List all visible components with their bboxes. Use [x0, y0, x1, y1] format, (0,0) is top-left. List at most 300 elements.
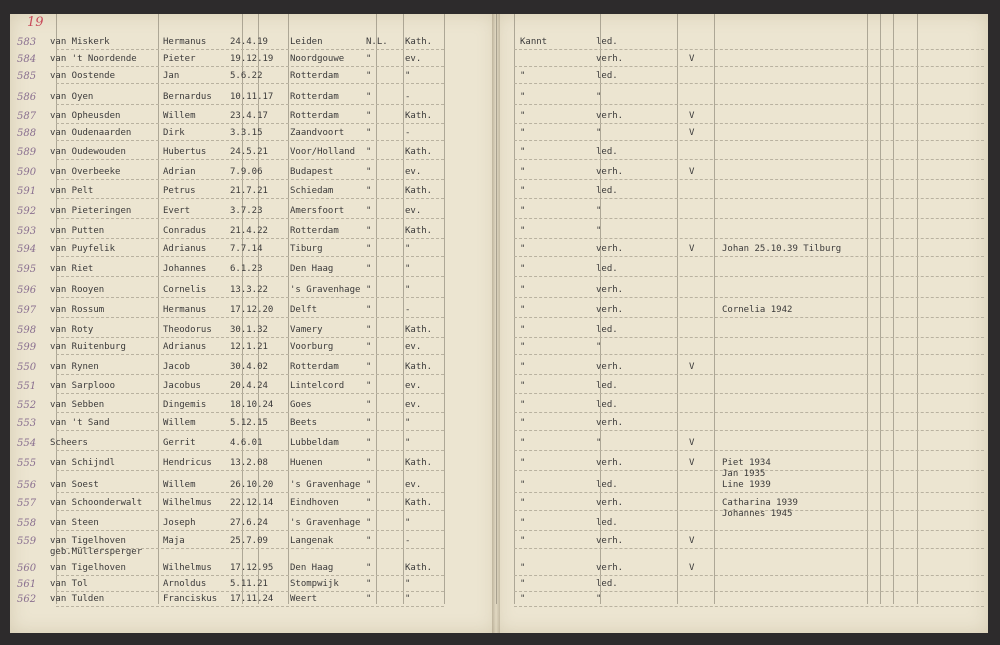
cell-occupation: ": [520, 458, 526, 468]
cell-surname: van Oostende: [50, 71, 116, 81]
cell-religion: ": [405, 579, 411, 589]
cell-occupation: ": [520, 342, 526, 352]
cell-firstname: Jacobus: [163, 381, 201, 391]
row-rule: [56, 159, 444, 160]
cell-num: 594: [17, 244, 37, 255]
row-rule: [514, 430, 984, 431]
cell-occupation: ": [520, 362, 526, 372]
cell-num: 584: [17, 54, 37, 65]
row-rule: [56, 606, 444, 607]
row-rule: [514, 393, 984, 394]
cell-firstname: Hermanus: [163, 305, 207, 315]
cell-surname: van Opheusden: [50, 111, 121, 121]
row-rule: [514, 238, 984, 239]
cell-civil: verh.: [596, 305, 624, 315]
row-rule: [514, 198, 984, 199]
cell-occupation: ": [520, 186, 526, 196]
cell-firstname: Franciskus: [163, 594, 218, 604]
row-rule: [56, 393, 444, 394]
cell-firstname: Willem: [163, 480, 196, 490]
cell-religion: ev.: [405, 400, 422, 410]
cell-nat: ": [366, 71, 372, 81]
row-rule: [514, 66, 984, 67]
row-rule: [514, 104, 984, 105]
cell-birthdate: 24.4.19: [230, 37, 268, 47]
cell-surname: van Soest: [50, 480, 99, 490]
cell-num: 561: [17, 579, 37, 590]
cell-note: Johan 25.10.39 Tilburg: [722, 244, 842, 254]
cell-nat: ": [366, 579, 372, 589]
cell-religion: ev.: [405, 342, 422, 352]
row-rule: [56, 123, 444, 124]
cell-religion: Kath.: [405, 147, 433, 157]
cell-surname: van Oudewouden: [50, 147, 126, 157]
row-rule: [514, 83, 984, 84]
cell-birthdate: 3.7.23: [230, 206, 263, 216]
cell-civil: led.: [596, 480, 618, 490]
row-rule: [514, 374, 984, 375]
cell-civil: verh.: [596, 244, 624, 254]
cell-num: 597: [17, 305, 37, 316]
cell-occupation: ": [520, 167, 526, 177]
cell-nat: ": [366, 400, 372, 410]
cell-place: Goes: [290, 400, 312, 410]
cell-num: 554: [17, 438, 37, 449]
cell-religion: ": [405, 518, 411, 528]
cell-firstname: Adrian: [163, 167, 196, 177]
cell-nat: ": [366, 536, 372, 546]
cell-civil: verh.: [596, 362, 624, 372]
cell-nat: ": [366, 244, 372, 254]
cell-nat: ": [366, 498, 372, 508]
cell-occupation: ": [520, 498, 526, 508]
cell-civil: ": [596, 206, 602, 216]
cell-num: 550: [17, 362, 37, 373]
cell-birthdate: 10.11.17: [230, 92, 274, 102]
row-rule: [514, 256, 984, 257]
row-rule: [514, 159, 984, 160]
cell-place: Rotterdam: [290, 92, 339, 102]
cell-birthdate: 3.3.15: [230, 128, 263, 138]
cell-place: 's Gravenhage: [290, 480, 361, 490]
cell-firstname: Evert: [163, 206, 191, 216]
cell-surname: van 't Sand: [50, 418, 110, 428]
cell-religion: Kath.: [405, 563, 433, 573]
cell-place: Lintelcord: [290, 381, 345, 391]
cell-religion: ": [405, 244, 411, 254]
row-rule: [56, 591, 444, 592]
row-rule: [514, 123, 984, 124]
row-rule: [56, 354, 444, 355]
cell-religion: -: [405, 92, 411, 102]
cell-firstname: Wilhelmus: [163, 563, 212, 573]
row-rule: [56, 430, 444, 431]
cell-birthdate: 19.12.19: [230, 54, 274, 64]
cell-surname: van Pieteringen: [50, 206, 132, 216]
cell-note: Piet 1934 Jan 1935 Line 1939: [722, 458, 771, 490]
cell-birthdate: 25.7.09: [230, 536, 268, 546]
cell-birthdate: 24.5.21: [230, 147, 268, 157]
cell-religion: ": [405, 438, 411, 448]
cell-religion: Kath.: [405, 458, 433, 468]
cell-civil: led.: [596, 518, 618, 528]
cell-occupation: ": [520, 381, 526, 391]
cell-religion: ev.: [405, 206, 422, 216]
cell-firstname: Hendricus: [163, 458, 212, 468]
cell-surname: van Oyen: [50, 92, 94, 102]
cell-surname: van 't Noordende: [50, 54, 137, 64]
cell-nat: ": [366, 54, 372, 64]
cell-firstname: Willem: [163, 418, 196, 428]
cell-occupation: ": [520, 305, 526, 315]
cell-occupation: ": [520, 594, 526, 604]
cell-birthdate: 17.12.95: [230, 563, 274, 573]
cell-surname: van Rossum: [50, 305, 105, 315]
row-rule: [56, 238, 444, 239]
cell-note: Cornelia 1942: [722, 305, 793, 315]
cell-surname: van Roty: [50, 325, 94, 335]
cell-birthdate: 20.4.24: [230, 381, 268, 391]
cell-surname: van Tigelhoven: [50, 563, 126, 573]
cell-civil: ": [596, 594, 602, 604]
cell-num: 585: [17, 71, 37, 82]
row-rule: [56, 104, 444, 105]
cell-occupation: ": [520, 325, 526, 335]
cell-occupation: ": [520, 536, 526, 546]
cell-civil: ": [596, 92, 602, 102]
cell-code: V: [689, 167, 695, 177]
column-rule: [880, 14, 881, 604]
column-rule: [496, 14, 497, 604]
cell-num: 562: [17, 594, 37, 605]
cell-civil: ": [596, 128, 602, 138]
cell-occupation: ": [520, 438, 526, 448]
row-rule: [56, 470, 444, 471]
row-rule: [56, 412, 444, 413]
cell-occupation: ": [520, 480, 526, 490]
cell-place: Stompwijk: [290, 579, 339, 589]
cell-religion: Kath.: [405, 325, 433, 335]
cell-firstname: Pieter: [163, 54, 196, 64]
cell-religion: ev.: [405, 381, 422, 391]
row-rule: [514, 49, 984, 50]
row-rule: [56, 179, 444, 180]
cell-religion: Kath.: [405, 362, 433, 372]
cell-religion: -: [405, 128, 411, 138]
cell-num: 559: [17, 536, 37, 547]
cell-code: V: [689, 128, 695, 138]
cell-religion: Kath.: [405, 226, 433, 236]
row-rule: [514, 337, 984, 338]
row-rule: [514, 317, 984, 318]
row-rule: [514, 548, 984, 549]
row-rule: [514, 276, 984, 277]
row-rule: [514, 179, 984, 180]
cell-nat: ": [366, 381, 372, 391]
cell-civil: verh.: [596, 167, 624, 177]
row-rule: [56, 317, 444, 318]
row-rule: [514, 297, 984, 298]
cell-nat: ": [366, 206, 372, 216]
row-rule: [56, 510, 444, 511]
row-rule: [56, 83, 444, 84]
cell-place: 's Gravenhage: [290, 518, 361, 528]
row-rule: [514, 450, 984, 451]
cell-birthdate: 12.1.21: [230, 342, 268, 352]
row-rule: [56, 276, 444, 277]
cell-nat: ": [366, 92, 372, 102]
cell-nat: ": [366, 518, 372, 528]
row-rule: [514, 575, 984, 576]
cell-num: 586: [17, 92, 37, 103]
cell-civil: verh.: [596, 458, 624, 468]
cell-num: 591: [17, 186, 37, 197]
cell-place: Delft: [290, 305, 318, 315]
cell-occupation: ": [520, 400, 526, 410]
cell-occupation: ": [520, 206, 526, 216]
cell-num: 598: [17, 325, 37, 336]
cell-surname: van Riet: [50, 264, 94, 274]
cell-birthdate: 7.7.14: [230, 244, 263, 254]
cell-nat: ": [366, 226, 372, 236]
cell-occupation: ": [520, 226, 526, 236]
cell-religion: ": [405, 264, 411, 274]
cell-place: Den Haag: [290, 563, 334, 573]
cell-surname: van Schoonderwalt: [50, 498, 143, 508]
cell-civil: led.: [596, 264, 618, 274]
cell-firstname: Adrianus: [163, 244, 207, 254]
cell-firstname: Hermanus: [163, 37, 207, 47]
cell-surname: van Sarplooo: [50, 381, 116, 391]
cell-civil: led.: [596, 37, 618, 47]
cell-code: V: [689, 536, 695, 546]
cell-code: V: [689, 54, 695, 64]
cell-birthdate: 21.7.21: [230, 186, 268, 196]
cell-occupation: ": [520, 71, 526, 81]
cell-nat: ": [366, 362, 372, 372]
cell-surname: van Rooyen: [50, 285, 105, 295]
column-rule: [444, 14, 445, 604]
cell-civil: ": [596, 342, 602, 352]
cell-religion: -: [405, 536, 411, 546]
cell-num: 557: [17, 498, 37, 509]
cell-surname: van Sebben: [50, 400, 105, 410]
cell-place: Huenen: [290, 458, 323, 468]
cell-religion: ": [405, 594, 411, 604]
cell-firstname: Hubertus: [163, 147, 207, 157]
cell-religion: -: [405, 305, 411, 315]
cell-birthdate: 26.10.20: [230, 480, 274, 490]
column-rule: [867, 14, 868, 604]
cell-firstname: Bernardus: [163, 92, 212, 102]
cell-birthdate: 5.12.15: [230, 418, 268, 428]
cell-num: 583: [17, 37, 37, 48]
cell-birthdate: 5.6.22: [230, 71, 263, 81]
cell-civil: led.: [596, 71, 618, 81]
row-rule: [514, 606, 984, 607]
row-rule: [56, 66, 444, 67]
cell-num: 589: [17, 147, 37, 158]
cell-firstname: Dirk: [163, 128, 185, 138]
cell-num: 556: [17, 480, 37, 491]
cell-religion: ": [405, 71, 411, 81]
row-rule: [56, 374, 444, 375]
cell-birthdate: 23.4.17: [230, 111, 268, 121]
cell-surname: van Puyfelik: [50, 244, 116, 254]
cell-civil: ": [596, 438, 602, 448]
cell-civil: led.: [596, 400, 618, 410]
cell-nat: ": [366, 147, 372, 157]
cell-num: 555: [17, 458, 37, 469]
cell-num: 553: [17, 418, 37, 429]
cell-birthdate: 5.11.21: [230, 579, 268, 589]
cell-religion: Kath.: [405, 186, 433, 196]
cell-occupation: Kannt: [520, 37, 548, 47]
row-rule: [56, 492, 444, 493]
cell-place: Zaandvoort: [290, 128, 345, 138]
cell-surname: van Tulden: [50, 594, 105, 604]
cell-num: 590: [17, 167, 37, 178]
cell-occupation: ": [520, 111, 526, 121]
cell-place: Beets: [290, 418, 318, 428]
cell-code: V: [689, 362, 695, 372]
cell-religion: ": [405, 285, 411, 295]
cell-civil: led.: [596, 381, 618, 391]
cell-firstname: Adrianus: [163, 342, 207, 352]
cell-place: Rotterdam: [290, 111, 339, 121]
cell-surname: van Pelt: [50, 186, 94, 196]
cell-place: Rotterdam: [290, 226, 339, 236]
cell-birthdate: 4.6.01: [230, 438, 263, 448]
row-rule: [514, 218, 984, 219]
cell-place: Voorburg: [290, 342, 334, 352]
cell-nat: ": [366, 128, 372, 138]
row-rule: [514, 412, 984, 413]
cell-firstname: Dingemis: [163, 400, 207, 410]
cell-code: V: [689, 111, 695, 121]
cell-nat: ": [366, 342, 372, 352]
cell-civil: ": [596, 226, 602, 236]
cell-num: 593: [17, 226, 37, 237]
cell-religion: ev.: [405, 480, 422, 490]
cell-code: V: [689, 458, 695, 468]
cell-num: 587: [17, 111, 37, 122]
cell-num: 592: [17, 206, 37, 217]
cell-num: 552: [17, 400, 37, 411]
cell-birthdate: 30.1.32: [230, 325, 268, 335]
cell-civil: verh.: [596, 498, 624, 508]
cell-civil: verh.: [596, 536, 624, 546]
row-rule: [514, 354, 984, 355]
page-number-mark: 19: [27, 15, 44, 30]
cell-civil: verh.: [596, 111, 624, 121]
cell-firstname: Conradus: [163, 226, 207, 236]
cell-occupation: ": [520, 128, 526, 138]
cell-surname: van Putten: [50, 226, 105, 236]
cell-place: Voor/Holland: [290, 147, 356, 157]
cell-nat: ": [366, 186, 372, 196]
cell-nat: ": [366, 325, 372, 335]
cell-surname: van Tol: [50, 579, 88, 589]
cell-civil: led.: [596, 325, 618, 335]
cell-num: 560: [17, 563, 37, 574]
cell-surname: van Oudenaarden: [50, 128, 132, 138]
cell-surname: van Schijndl: [50, 458, 116, 468]
cell-place: Rotterdam: [290, 362, 339, 372]
cell-code: V: [689, 244, 695, 254]
cell-place: Vamery: [290, 325, 323, 335]
row-rule: [56, 530, 444, 531]
cell-birthdate: 30.4.02: [230, 362, 268, 372]
cell-surname: van Miskerk: [50, 37, 110, 47]
cell-firstname: Arnoldus: [163, 579, 207, 589]
cell-nat: ": [366, 305, 372, 315]
cell-place: Eindhoven: [290, 498, 339, 508]
cell-surname: Scheers: [50, 438, 88, 448]
cell-place: Budapest: [290, 167, 334, 177]
cell-birthdate: 22.12.14: [230, 498, 274, 508]
cell-place: Tiburg: [290, 244, 323, 254]
cell-surname: van Tigelhoven geb.Müllersperger: [50, 536, 143, 557]
row-rule: [514, 530, 984, 531]
cell-occupation: ": [520, 518, 526, 528]
cell-place: Langenak: [290, 536, 334, 546]
cell-nat: ": [366, 167, 372, 177]
column-rule: [403, 14, 404, 604]
cell-place: Den Haag: [290, 264, 334, 274]
cell-firstname: Maja: [163, 536, 185, 546]
cell-place: Lubbeldam: [290, 438, 339, 448]
cell-place: Amersfoort: [290, 206, 345, 216]
cell-nat: ": [366, 480, 372, 490]
column-rule: [677, 14, 678, 604]
cell-civil: verh.: [596, 563, 624, 573]
cell-religion: Kath.: [405, 498, 433, 508]
cell-birthdate: 17.11.24: [230, 594, 274, 604]
right-ledger-page: [496, 14, 988, 633]
cell-code: V: [689, 438, 695, 448]
cell-firstname: Jan: [163, 71, 180, 81]
cell-occupation: ": [520, 285, 526, 295]
cell-civil: led.: [596, 186, 618, 196]
cell-birthdate: 6.1.23: [230, 264, 263, 274]
cell-religion: ev.: [405, 54, 422, 64]
cell-civil: led.: [596, 579, 618, 589]
cell-place: Noordgouwe: [290, 54, 345, 64]
cell-place: Leiden: [290, 37, 323, 47]
cell-birthdate: 7.9.06: [230, 167, 263, 177]
cell-num: 599: [17, 342, 37, 353]
cell-nat: N.L.: [366, 37, 388, 47]
cell-num: 595: [17, 264, 37, 275]
cell-num: 588: [17, 128, 37, 139]
cell-place: Schiedam: [290, 186, 334, 196]
row-rule: [514, 492, 984, 493]
row-rule: [514, 140, 984, 141]
cell-occupation: ": [520, 563, 526, 573]
cell-birthdate: 13.2.08: [230, 458, 268, 468]
cell-place: Weert: [290, 594, 318, 604]
cell-birthdate: 27.6.24: [230, 518, 268, 528]
cell-occupation: ": [520, 264, 526, 274]
cell-religion: Kath.: [405, 37, 433, 47]
column-rule: [714, 14, 715, 604]
cell-surname: van Overbeeke: [50, 167, 121, 177]
cell-birthdate: 17.12.20: [230, 305, 274, 315]
cell-firstname: Theodorus: [163, 325, 212, 335]
row-rule: [56, 337, 444, 338]
cell-firstname: Jacob: [163, 362, 191, 372]
